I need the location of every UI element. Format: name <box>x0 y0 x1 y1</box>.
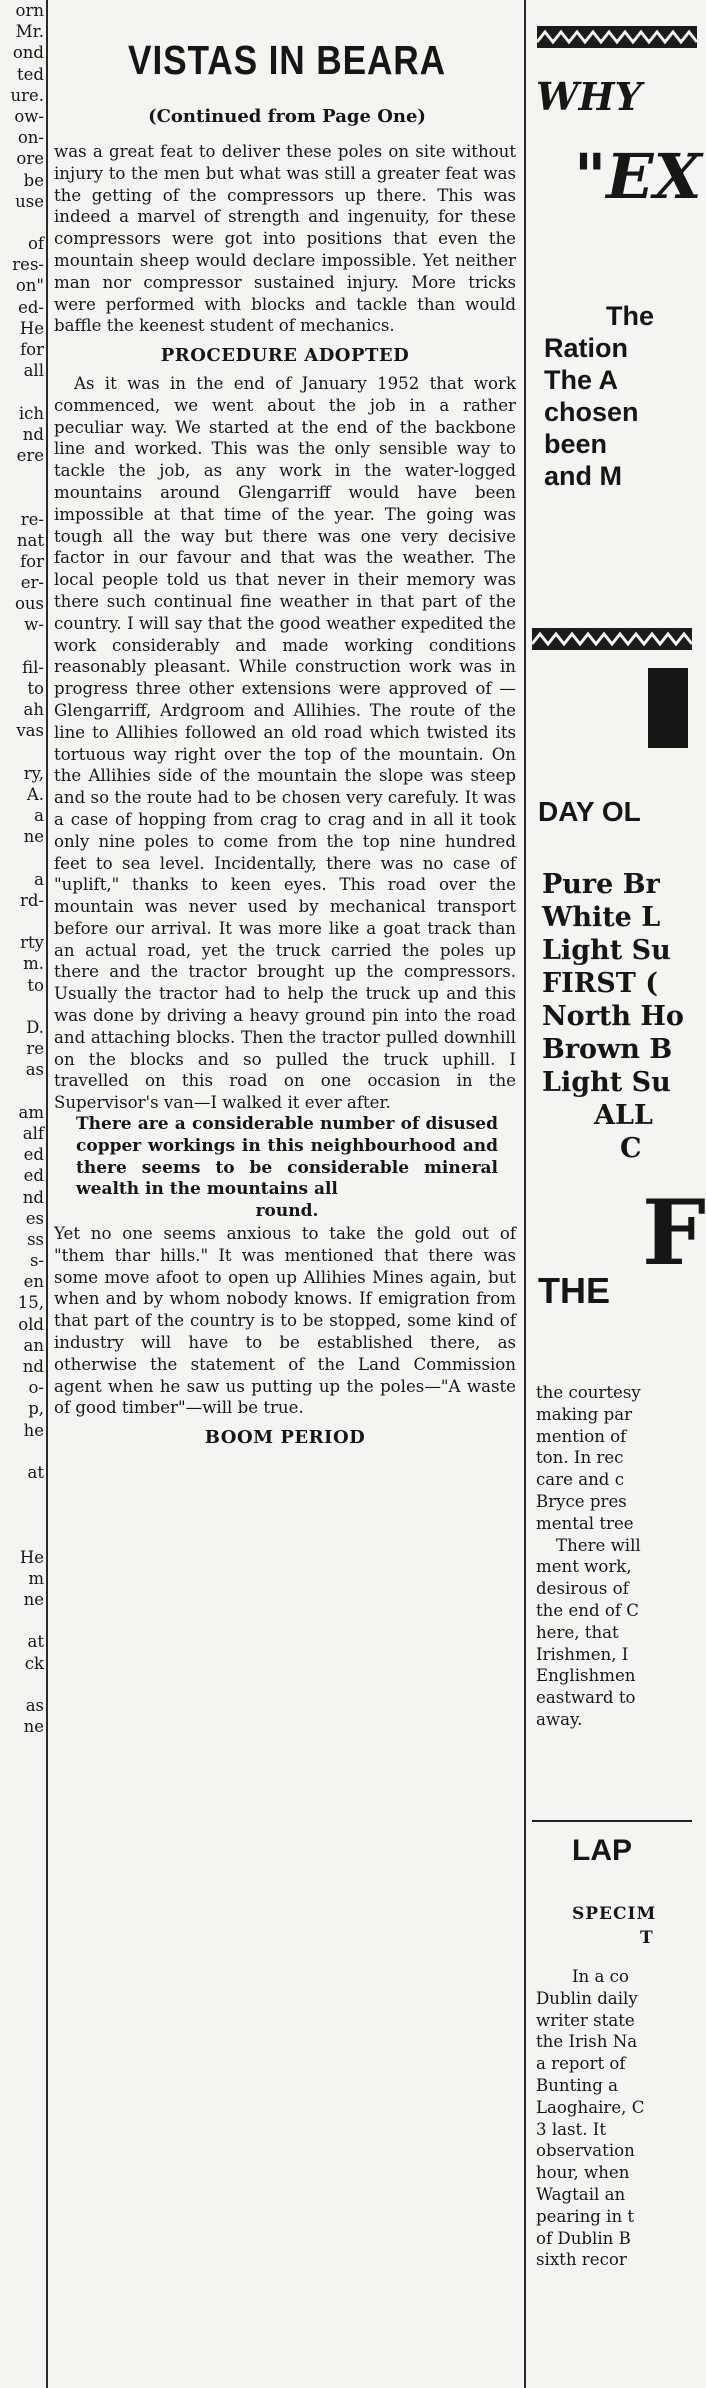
left-fragment: ond <box>12 43 44 63</box>
article-headline: VISTAS IN BEARA <box>128 37 446 83</box>
article-column <box>52 0 522 2388</box>
left-column-fragments <box>0 0 44 2388</box>
left-fragment: ed- <box>18 297 44 317</box>
pull-quote-text: There are a considerable number of disused copper workings in this neighbourhood and there seems to be considerable mineral wealth in the mountains all <box>76 1114 498 1200</box>
left-fragment: a <box>34 869 44 889</box>
beer-item: FIRST ( <box>542 968 659 999</box>
left-fragment: re- <box>20 509 44 529</box>
column-rule-left <box>46 0 48 2388</box>
pull-quote <box>76 1114 498 1223</box>
left-gap <box>0 848 44 869</box>
left-fragment: at <box>27 1632 44 1652</box>
right-line: ment work, <box>536 1557 632 1577</box>
left-fragment: vas <box>16 721 44 741</box>
right-line: away. <box>536 1709 583 1729</box>
left-gap <box>0 1081 44 1102</box>
right-line: mention of <box>536 1426 627 1446</box>
beer-item: ALL <box>594 1100 653 1131</box>
beer-item: Light Su <box>542 935 671 966</box>
left-fragment: for <box>20 340 44 359</box>
beer-item: C <box>620 1133 642 1164</box>
right-line: ton. In rec <box>536 1448 624 1468</box>
lap-line: the Irish Na <box>536 2032 638 2052</box>
left-fragment: D. <box>26 1018 44 1037</box>
paragraph-3: Yet no one seems anxious to take the gold out of "them thar hills." It was mentioned that there was some move afoot to open up Allihies Mines again, but when and by whom nobody knows. If emigration from that part of the country is to be stopped, some kind of industry will have to be established there, as otherwise the statement of the Land Commission agent when he saw us putting up the poles—"A waste of good timber"—will be true. <box>54 1224 516 1418</box>
beer-item: Light Su <box>542 1067 671 1098</box>
left-fragment: ah <box>23 700 44 720</box>
lap-subheading-t: T <box>640 1928 653 1948</box>
right-line: the end of C <box>536 1600 639 1620</box>
ad-big-quote: "EX <box>574 140 702 213</box>
left-fragment: o- <box>28 1378 44 1398</box>
left-gap <box>0 911 44 932</box>
left-fragment: a <box>34 806 44 826</box>
ad-line: Ration <box>544 333 628 363</box>
right-line: mental tree <box>536 1513 634 1533</box>
right-line: the courtesy <box>536 1383 641 1402</box>
section-rule <box>532 1820 692 1822</box>
left-fragment: use <box>15 191 44 211</box>
advertisement-column <box>532 0 706 2388</box>
left-fragment: ich <box>18 403 44 423</box>
left-fragment: all <box>23 361 44 381</box>
lap-line: Dublin daily <box>536 1988 638 2008</box>
left-gap <box>0 466 44 487</box>
lap-line: hour, when <box>536 2163 630 2183</box>
left-fragment: ne <box>23 1590 44 1610</box>
left-fragment: A. <box>26 784 44 804</box>
left-fragment: old <box>18 1314 44 1334</box>
lap-line: writer state <box>536 2010 635 2030</box>
paragraph-1: was a great feat to deliver these poles on site without injury to the men but what was still a greater feat was the getting of the compressors up there. This was indeed a marvel of strength and ingenuity, for these compressors were got into positions that even the mountain sheep would declare impossible. Yet neither man nor compressor sustained injury. More tricks were performed with blocks and tackle than would baffle the keenest student of mechanics. <box>54 142 516 336</box>
left-fragment: er- <box>20 573 44 593</box>
left-gap <box>0 1526 44 1547</box>
lap-subheading: SPECIM <box>572 1904 657 1924</box>
beer-item: Brown B <box>542 1034 673 1065</box>
beer-item: North Ho <box>542 1001 684 1032</box>
ad-line: The <box>606 301 655 331</box>
left-fragment: ore <box>16 149 44 169</box>
right-line: There will <box>556 1535 641 1555</box>
left-fragment: ere <box>16 445 44 465</box>
left-fragment: on- <box>17 128 44 148</box>
ad-line: been <box>544 429 608 459</box>
lap-line: Bunting a <box>536 2075 619 2095</box>
left-gap <box>0 381 44 402</box>
lap-heading: LAP <box>572 1834 632 1867</box>
ad-text <box>544 300 654 492</box>
right-line: Bryce pres <box>536 1491 627 1511</box>
left-fragment: nd <box>22 424 44 444</box>
left-fragment: He <box>19 318 44 338</box>
lap-line: pearing in t <box>536 2206 635 2226</box>
left-fragment: He <box>19 1547 44 1567</box>
left-fragment: en <box>23 1272 44 1292</box>
lap-line: 3 last. It <box>536 2119 606 2139</box>
left-fragment: m. <box>23 954 44 974</box>
left-fragment: at <box>27 1462 44 1482</box>
pull-quote-last: round. <box>255 1201 319 1222</box>
left-gap <box>0 636 44 657</box>
left-fragment: for <box>20 551 44 571</box>
lap-line: sixth recor <box>536 2250 627 2270</box>
beer-item: White L <box>542 902 661 933</box>
left-fragment: ow- <box>14 106 44 126</box>
paragraph-2: As it was in the end of January 1952 that work commenced, we went about the job in a rather peculiar way. We started at the end of the backbone line and worked. This was the only sensible way to tackle the job, as any work in the water-logged mountains around Glengarriff would have been impossible at that time of the year. The going was tough all the way but there was one very decisive factor in our favour and that was the weather. The local people told us that never in their memory was there such continual fine weather in that part of the country. I will say that the good weather expedited the work considerably and made working conditions reasonably pleasant. While construction work was in progress three other extensions were approved of — Glengarriff, Ardgroom and Allihies. The route of the line to Allihies followed an old road which twisted its tortuous way right over the top of the mountain. On the Allihies side of the mountain the slope was steep and so the route had to be chosen very carefuly. It was a case of hopping from crag to crag and in all it took only nine poles to come from the top nine hundred feet to sea level. Incidentally, there was no case of "uplift," thanks to keen eyes. This road over the mountain was never used by mechanical transport before our arrival. It was more like a goat track than an actual road, yet the truck carried the poles up there and the tractor brought up the compressors. Usually the tractor had to help the truck up and this was done by driving a heavy ground pin into the road and attaching blocks. Then the tractor pulled downhill on the blocks and so pulled the truck uphill. I travelled on this road on one occasion in the Supervisor's van—I walked it ever after. <box>54 373 516 1113</box>
ad-the: THE <box>538 1270 610 1311</box>
left-fragment: an <box>23 1335 44 1355</box>
left-fragment: be <box>23 170 44 190</box>
left-fragment: w- <box>24 615 44 635</box>
ad-line: The A <box>544 365 618 395</box>
lap-line: Wagtail an <box>536 2184 626 2204</box>
left-fragment: es <box>25 1208 44 1228</box>
ad-why: WHY <box>536 74 642 119</box>
left-fragment: he <box>23 1420 44 1440</box>
lap-line: a report of <box>536 2054 626 2074</box>
lap-line: In a co <box>572 1967 629 1986</box>
left-fragment: nd <box>22 1357 44 1376</box>
left-fragment: res- <box>12 255 44 275</box>
ad-line: chosen <box>544 397 639 427</box>
continued-note: (Continued from Page One) <box>148 106 426 127</box>
left-fragment: ed <box>23 1145 44 1165</box>
left-fragment: ed <box>23 1166 44 1186</box>
left-fragment: as <box>25 1060 44 1080</box>
left-gap <box>0 1441 44 1462</box>
beer-item: Pure Br <box>542 869 660 900</box>
left-fragment: orn <box>15 1 44 20</box>
lap-line: Laoghaire, C <box>536 2097 645 2117</box>
ad-black-block <box>648 668 688 748</box>
left-fragment: ne <box>23 827 44 847</box>
left-fragment: ne <box>23 1717 44 1737</box>
left-fragment: p, <box>28 1399 44 1419</box>
left-fragment: 15, <box>17 1293 44 1313</box>
left-fragment: s- <box>29 1251 44 1271</box>
left-fragment: m <box>28 1568 44 1588</box>
left-fragment: ry, <box>23 763 44 783</box>
right-line: making par <box>536 1404 633 1424</box>
left-fragment: to <box>27 975 44 995</box>
left-fragment: rty <box>20 933 44 953</box>
right-line: desirous of <box>536 1579 629 1599</box>
left-fragment: ure. <box>10 85 44 105</box>
right-line: care and c <box>536 1470 624 1490</box>
left-fragment: as <box>25 1696 44 1715</box>
left-fragment: ous <box>14 594 44 614</box>
left-gap <box>0 742 44 763</box>
right-line: Englishmen <box>536 1666 636 1686</box>
left-fragment: re <box>26 1039 44 1059</box>
left-fragment: ted <box>17 64 44 84</box>
left-fragment: Mr. <box>15 22 44 42</box>
ad-day: DAY OL <box>538 796 641 827</box>
lap-line: observation <box>536 2141 635 2161</box>
zigzag-border-top <box>532 26 702 48</box>
left-fragment: ck <box>24 1653 44 1673</box>
left-fragment: on" <box>15 276 44 296</box>
zigzag-border-middle <box>532 628 692 650</box>
left-fragment: rd- <box>19 890 44 910</box>
left-fragment: am <box>18 1102 44 1122</box>
subhead-boom: BOOM PERIOD <box>204 1427 366 1449</box>
ad-line: and M <box>544 461 622 491</box>
right-line: Irishmen, I <box>536 1644 629 1664</box>
left-fragment: nat <box>16 530 44 550</box>
column-rule-right <box>524 0 526 2388</box>
ad-beer-list <box>542 868 684 1165</box>
article-body <box>54 141 516 1449</box>
left-fragment: nd <box>22 1187 44 1207</box>
right-line: eastward to <box>536 1688 636 1708</box>
ad-big-letter: F <box>642 1180 706 1286</box>
left-gap <box>0 1674 44 1695</box>
left-fragment: ss <box>27 1229 44 1249</box>
left-gap <box>0 996 44 1017</box>
right-article-text <box>536 1382 706 1731</box>
lap-article-text <box>536 1966 706 2271</box>
left-fragment: fil- <box>22 657 44 677</box>
left-gap <box>0 1504 44 1525</box>
left-gap <box>0 1610 44 1631</box>
left-fragment: of <box>27 234 44 254</box>
left-gap <box>0 212 44 233</box>
lap-line: of Dublin B <box>536 2228 631 2248</box>
subhead-procedure: PROCEDURE ADOPTED <box>160 345 410 367</box>
left-gap <box>0 487 44 508</box>
left-fragment: to <box>27 679 44 698</box>
left-gap <box>0 1483 44 1504</box>
right-line: here, that <box>536 1622 619 1642</box>
left-fragment: alf <box>22 1123 44 1143</box>
